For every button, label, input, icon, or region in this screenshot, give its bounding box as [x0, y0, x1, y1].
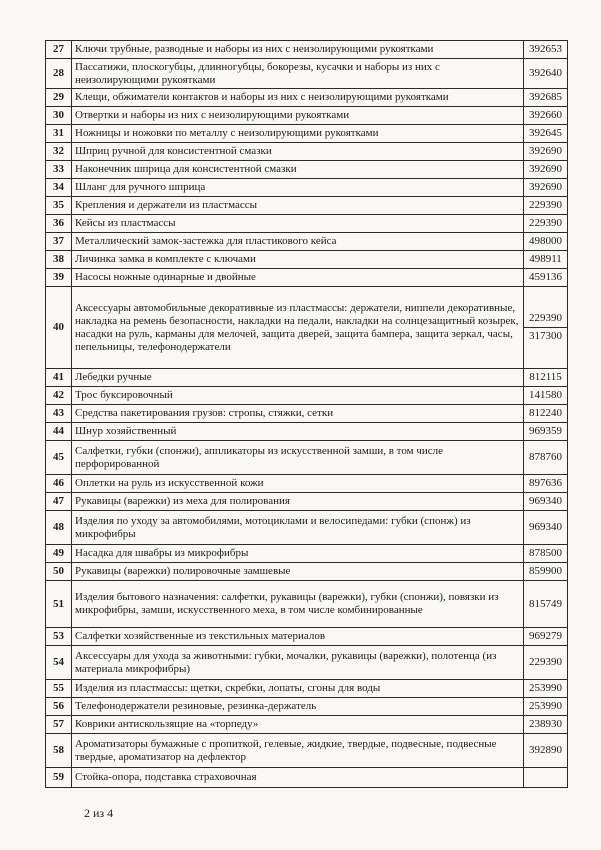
row-code: 392890 — [529, 744, 562, 756]
row-description: Стойка-опора, подставка страховочная — [72, 768, 524, 788]
row-code: 392690 — [529, 163, 562, 175]
row-codes — [524, 41, 568, 59]
row-codes — [524, 161, 568, 179]
row-number: 50 — [46, 563, 72, 581]
row-codes — [524, 768, 568, 788]
row-description: Металлический замок-застежка для пластикового кейса — [72, 233, 524, 251]
row-code: 317300 — [524, 327, 567, 345]
table-row — [46, 287, 568, 369]
row-description: Оплетки на руль из искусственной кожи — [72, 475, 524, 493]
row-codes — [524, 269, 568, 287]
row-number: 28 — [46, 59, 72, 89]
table-row — [46, 768, 568, 788]
row-number: 58 — [46, 734, 72, 768]
row-number: 49 — [46, 545, 72, 563]
row-description: Шланг для ручного шприца — [72, 179, 524, 197]
row-number: 30 — [46, 107, 72, 125]
table-row — [46, 269, 568, 287]
row-description: Лебедки ручные — [72, 369, 524, 387]
row-description: Шнур хозяйственный — [72, 423, 524, 441]
row-code: 812115 — [529, 371, 562, 383]
table-row — [46, 545, 568, 563]
row-codes — [524, 125, 568, 143]
row-code: 253990 — [529, 700, 562, 712]
row-number: 40 — [46, 287, 72, 369]
row-codes — [524, 563, 568, 581]
row-codes — [524, 251, 568, 269]
table-row — [46, 89, 568, 107]
table-row — [46, 511, 568, 545]
row-number: 51 — [46, 581, 72, 628]
row-code: 392653 — [529, 43, 562, 55]
row-description: Салфетки, губки (спонжи), аппликаторы из искусственной замши, в том числе перфорированной — [72, 441, 524, 475]
table-row — [46, 405, 568, 423]
table-row — [46, 441, 568, 475]
row-description: Пассатижи, плоскогубцы, длинногубцы, бокорезы, кусачки и наборы из них с неизолирующими рукоятками — [72, 59, 524, 89]
row-codes — [524, 646, 568, 680]
row-number: 35 — [46, 197, 72, 215]
row-number: 59 — [46, 768, 72, 788]
table-row — [46, 423, 568, 441]
row-codes — [524, 680, 568, 698]
row-description: Крепления и держатели из пластмассы — [72, 197, 524, 215]
row-description: Наконечник шприца для консистентной смазки — [72, 161, 524, 179]
table-row — [46, 493, 568, 511]
row-number: 43 — [46, 405, 72, 423]
row-code: 253990 — [529, 682, 562, 694]
row-codes — [524, 287, 568, 369]
row-description: Шприц ручной для консистентной смазки — [72, 143, 524, 161]
row-code: 878500 — [529, 547, 562, 559]
table-row — [46, 698, 568, 716]
row-description: Рукавицы (варежки) полировочные замшевые — [72, 563, 524, 581]
table-row — [46, 680, 568, 698]
row-code: 229390 — [529, 217, 562, 229]
row-codes — [524, 511, 568, 545]
products-table — [45, 40, 568, 788]
row-code: 498911 — [529, 253, 562, 265]
table-row — [46, 125, 568, 143]
row-description: Аксессуары автомобильные декоративные из пластмассы: держатели, ниппели декоративные, накладка на ремень безопасности, накладки на педали, накладки на солнцезащитный козырек, насадки на руль, карманы для мелочей, защита дверей, защита бампера, защита зеркал, часы, пепельницы, телефонодержатели — [72, 287, 524, 369]
row-codes — [524, 179, 568, 197]
row-description: Кейсы из пластмассы — [72, 215, 524, 233]
row-code: 969279 — [529, 630, 562, 642]
row-number: 45 — [46, 441, 72, 475]
row-description: Личинка замка в комплекте с ключами — [72, 251, 524, 269]
products-table-body — [46, 41, 568, 788]
table-row — [46, 734, 568, 768]
row-number: 44 — [46, 423, 72, 441]
row-codes — [524, 107, 568, 125]
row-code: 392685 — [529, 91, 562, 103]
table-row — [46, 233, 568, 251]
row-description: Насадка для швабры из микрофибры — [72, 545, 524, 563]
row-description: Клещи, обжиматели контактов и наборы из них с неизолирующими рукоятками — [72, 89, 524, 107]
row-number: 42 — [46, 387, 72, 405]
row-description: Ключи трубные, разводные и наборы из них с неизолирующими рукоятками — [72, 41, 524, 59]
row-number: 55 — [46, 680, 72, 698]
row-description: Насосы ножные одинарные и двойные — [72, 269, 524, 287]
table-row — [46, 107, 568, 125]
table-row — [46, 475, 568, 493]
table-row — [46, 387, 568, 405]
row-codes — [524, 387, 568, 405]
row-number: 41 — [46, 369, 72, 387]
row-code: 392690 — [529, 145, 562, 157]
row-codes — [524, 698, 568, 716]
row-description: Ножницы и ножовки по металлу с неизолирующими рукоятками — [72, 125, 524, 143]
row-number: 29 — [46, 89, 72, 107]
row-number: 32 — [46, 143, 72, 161]
row-codes — [524, 475, 568, 493]
row-code: 815749 — [529, 597, 562, 610]
row-number: 48 — [46, 511, 72, 545]
row-codes — [524, 441, 568, 475]
row-description: Изделия бытового назначения: салфетки, рукавицы (варежки), губки (спонжи), повязки из микрофибры, замши, искусственного меха, в том числе комбинированные — [72, 581, 524, 628]
table-row — [46, 646, 568, 680]
table-row — [46, 41, 568, 59]
row-codes — [524, 233, 568, 251]
row-code: 392690 — [529, 181, 562, 193]
row-code: 498000 — [529, 235, 562, 247]
row-number: 37 — [46, 233, 72, 251]
table-row — [46, 369, 568, 387]
row-code: 812240 — [529, 407, 562, 419]
row-codes — [524, 89, 568, 107]
row-number: 36 — [46, 215, 72, 233]
row-codes — [524, 734, 568, 768]
row-codes — [524, 545, 568, 563]
row-description: Коврики антискользящие на «торпеду» — [72, 716, 524, 734]
table-row — [46, 197, 568, 215]
row-code: 392640 — [529, 67, 562, 79]
row-number: 53 — [46, 628, 72, 646]
row-number: 54 — [46, 646, 72, 680]
table-row — [46, 563, 568, 581]
row-code: 392645 — [529, 127, 562, 139]
table-row — [46, 161, 568, 179]
row-number: 39 — [46, 269, 72, 287]
table-row — [46, 59, 568, 89]
row-number: 57 — [46, 716, 72, 734]
row-code: 229390 — [529, 199, 562, 211]
table-row — [46, 251, 568, 269]
row-description: Трос буксировочный — [72, 387, 524, 405]
row-codes — [524, 423, 568, 441]
row-codes — [524, 405, 568, 423]
row-description: Отвертки и наборы из них с неизолирующими рукоятками — [72, 107, 524, 125]
row-code: 878760 — [529, 451, 562, 463]
page-number: 2 из 4 — [84, 806, 114, 820]
table-row — [46, 179, 568, 197]
row-number: 27 — [46, 41, 72, 59]
row-code: 229390 — [529, 656, 562, 668]
table-row — [46, 716, 568, 734]
row-codes — [524, 59, 568, 89]
row-codes — [524, 215, 568, 233]
row-code: 969340 — [529, 521, 562, 533]
row-number: 31 — [46, 125, 72, 143]
table-row — [46, 628, 568, 646]
row-code: 229390 — [529, 312, 562, 324]
row-codes — [524, 628, 568, 646]
row-number: 46 — [46, 475, 72, 493]
row-description: Салфетки хозяйственные из текстильных материалов — [72, 628, 524, 646]
row-codes — [524, 369, 568, 387]
table-row — [46, 143, 568, 161]
row-code: 238930 — [529, 718, 562, 730]
row-number: 38 — [46, 251, 72, 269]
row-code: 897636 — [529, 477, 562, 489]
row-description: Изделия из пластмассы: щетки, скребки, лопаты, сгоны для воды — [72, 680, 524, 698]
row-description: Ароматизаторы бумажные с пропиткой, гелевые, жидкие, твердые, подвесные, подвесные твердые, ароматизатор на дефлектор — [72, 734, 524, 768]
row-description: Рукавицы (варежки) из меха для полирования — [72, 493, 524, 511]
row-code: 392660 — [529, 109, 562, 121]
row-codes — [524, 197, 568, 215]
row-codes — [524, 493, 568, 511]
row-description: Аксессуары для ухода за животными: губки, мочалки, рукавицы (варежки), полотенца (из материала микрофибры) — [72, 646, 524, 680]
row-description: Телефонодержатели резиновые, резинка-держатель — [72, 698, 524, 716]
table-row — [46, 215, 568, 233]
row-description: Средства пакетирования грузов: стропы, стяжки, сетки — [72, 405, 524, 423]
row-code: 969340 — [529, 495, 562, 507]
row-number: 34 — [46, 179, 72, 197]
row-number: 56 — [46, 698, 72, 716]
row-description: Изделия по уходу за автомобилями, мотоциклами и велосипедами: губки (спонж) из микрофибры — [72, 511, 524, 545]
row-codes — [524, 716, 568, 734]
row-code: 459136 — [529, 271, 562, 283]
row-number: 47 — [46, 493, 72, 511]
row-code: 969359 — [529, 425, 562, 437]
row-code: 859900 — [529, 565, 562, 577]
row-code: 141580 — [529, 389, 562, 401]
table-row — [46, 581, 568, 628]
row-codes — [524, 581, 568, 628]
row-codes — [524, 143, 568, 161]
row-number: 33 — [46, 161, 72, 179]
